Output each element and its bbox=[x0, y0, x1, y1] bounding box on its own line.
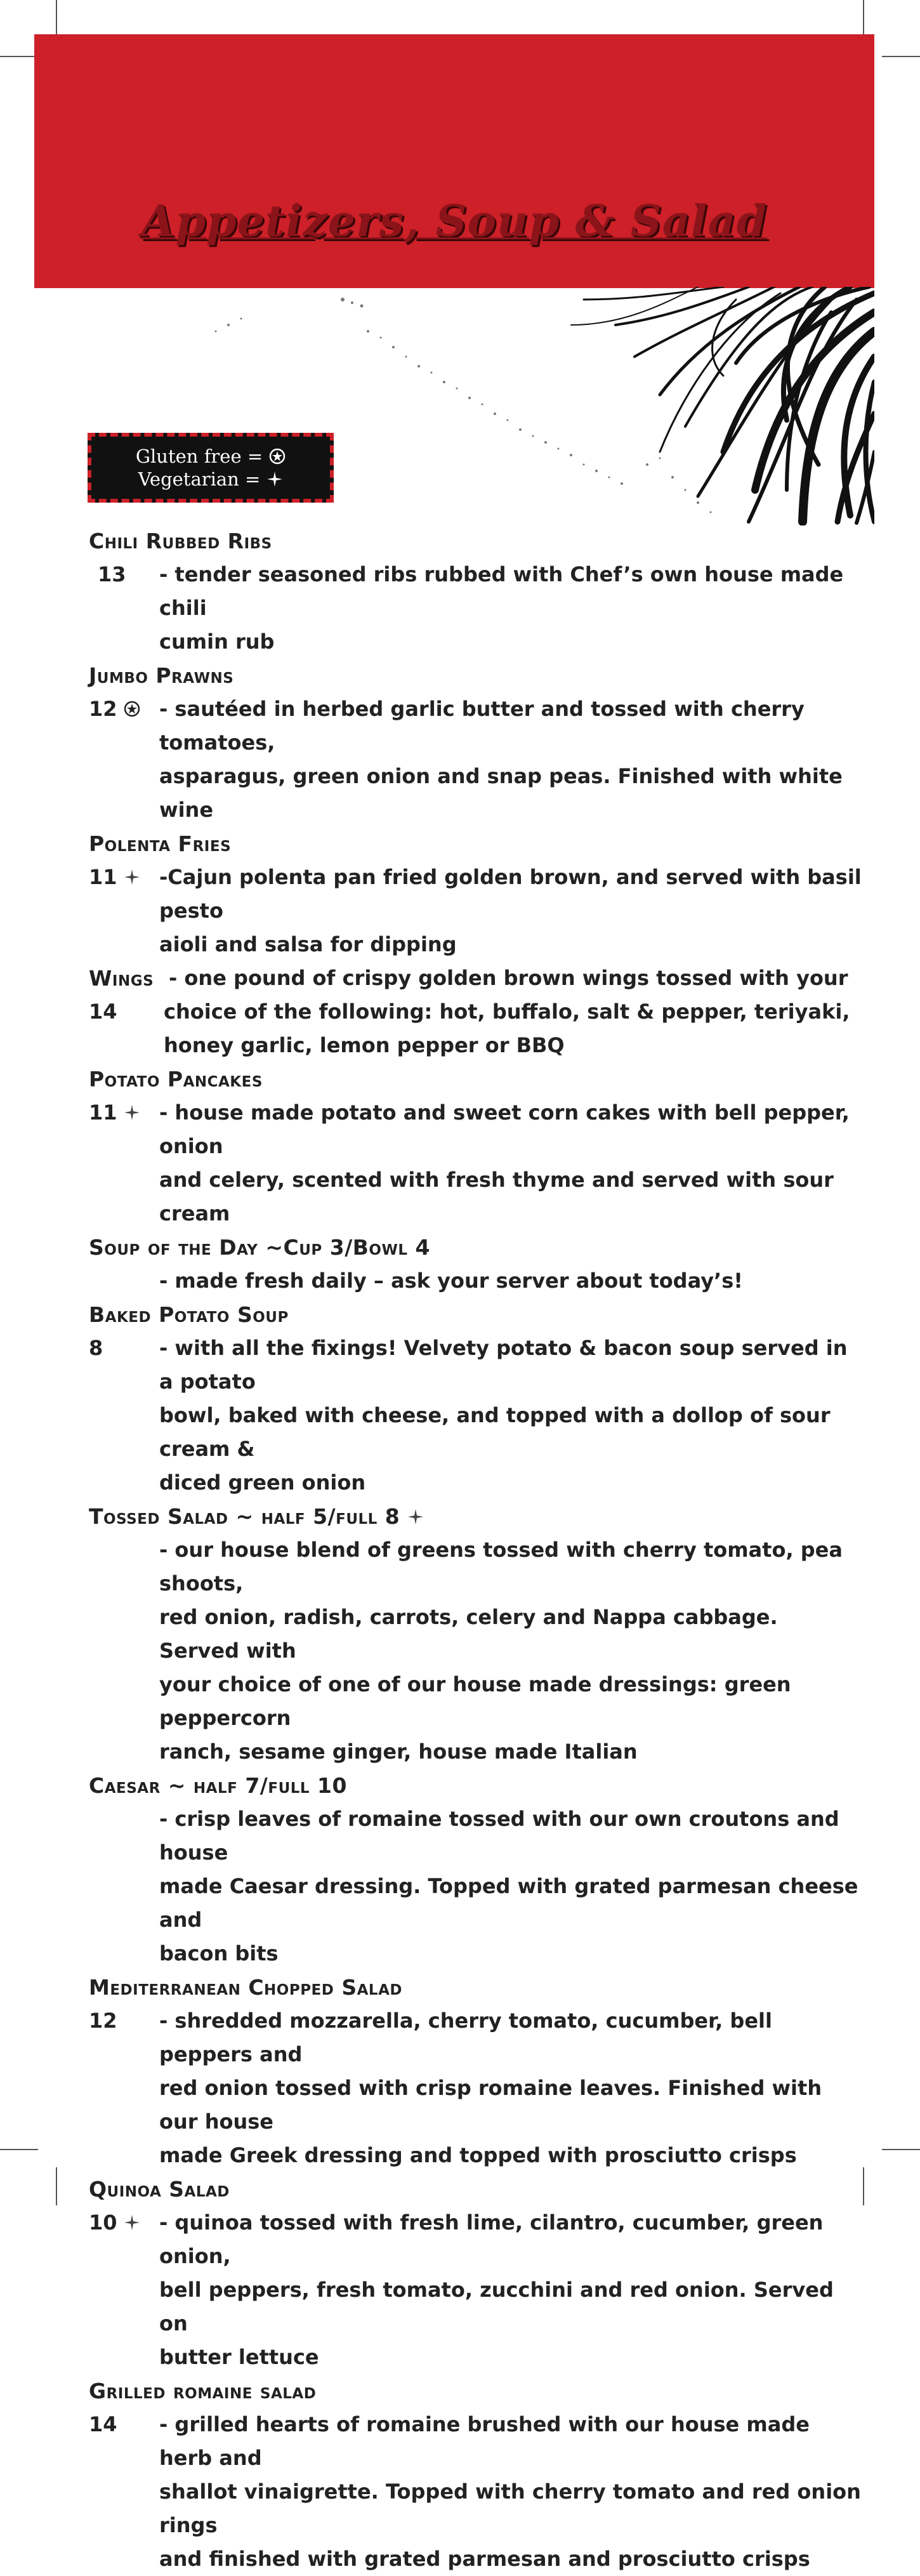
item-price: 10 bbox=[89, 2210, 117, 2235]
menu-item bbox=[89, 1971, 863, 2172]
crop-mark bbox=[56, 0, 57, 38]
description-line: aioli and salsa for dipping bbox=[159, 932, 457, 956]
description-line: your choice of one of our house made dressings: green peppercorn bbox=[159, 1672, 791, 1730]
gluten-free-icon bbox=[269, 448, 286, 465]
menu-item bbox=[89, 659, 863, 827]
item-price: 11 bbox=[89, 865, 117, 889]
description-line: - with all the fixings! Velvety potato & bacon soup served in a potato bbox=[159, 1336, 848, 1394]
title-banner bbox=[34, 34, 874, 288]
menu-item bbox=[89, 1298, 863, 1500]
item-price: 8 bbox=[89, 1336, 103, 1360]
item-description bbox=[159, 1533, 863, 1769]
item-description bbox=[159, 2206, 863, 2374]
description-line: red onion, radish, carrots, celery and Nappa cabbage. Served with bbox=[159, 1605, 778, 1663]
description-line: diced green onion bbox=[159, 1470, 366, 1495]
legend-vegetarian-label: Vegetarian = bbox=[138, 468, 261, 490]
crop-mark bbox=[882, 56, 920, 57]
vegetarian-icon bbox=[124, 1104, 140, 1121]
item-description bbox=[159, 692, 863, 827]
item-description bbox=[159, 2408, 863, 2576]
legend-row-gluten-free bbox=[136, 445, 286, 468]
description-line: ranch, sesame ginger, house made Italian bbox=[159, 1740, 638, 1764]
vegetarian-icon bbox=[124, 2214, 140, 2231]
crop-mark bbox=[0, 2149, 38, 2150]
menu-list bbox=[89, 524, 863, 2576]
description-line: - grilled hearts of romaine brushed with our house made herb and bbox=[159, 2412, 810, 2470]
page-title: Appetizers, Soup & Salad bbox=[141, 196, 768, 247]
legend-row-vegetarian bbox=[138, 468, 284, 491]
menu-item bbox=[89, 1500, 863, 1769]
item-description bbox=[159, 1331, 863, 1500]
description-line: - one pound of crispy golden brown wings tossed with your bbox=[169, 966, 848, 990]
menu-item bbox=[89, 2172, 863, 2374]
gluten-free-icon bbox=[124, 701, 140, 717]
vegetarian-icon bbox=[124, 869, 140, 885]
description-line: and celery, scented with fresh thyme and served with sour cream bbox=[159, 1168, 834, 1225]
item-price: 12 bbox=[89, 697, 117, 721]
item-name: Tossed Salad ~ half 5/full 8 bbox=[89, 1504, 400, 1529]
description-line: bacon bits bbox=[159, 1941, 279, 1965]
item-price: 14 bbox=[89, 2412, 117, 2436]
item-name: Chili Rubbed Ribs bbox=[89, 529, 272, 553]
menu-item bbox=[89, 961, 863, 1062]
description-line: choice of the following: hot, buffalo, salt & pepper, teriyaki, bbox=[164, 1000, 850, 1024]
description-line: - shredded mozzarella, cherry tomato, cucumber, bell peppers and bbox=[159, 2009, 772, 2066]
item-name: Grilled romaine salad bbox=[89, 2379, 317, 2403]
item-name: Caesar ~ half 7/full 10 bbox=[89, 1773, 347, 1798]
item-name: Mediterranean Chopped Salad bbox=[89, 1975, 402, 2000]
description-line: - made fresh daily – ask your server about today’s! bbox=[159, 1269, 743, 1293]
item-description bbox=[159, 1264, 863, 1298]
description-line: - our house blend of greens tossed with cherry tomato, pea shoots, bbox=[159, 1538, 843, 1595]
item-price: 13 bbox=[98, 562, 126, 586]
item-name: Baked Potato Soup bbox=[89, 1302, 289, 1327]
item-name: Polenta Fries bbox=[89, 831, 232, 856]
description-line: - house made potato and sweet corn cakes with bell pepper, onion bbox=[159, 1100, 850, 1158]
item-name: Jumbo Prawns bbox=[89, 663, 234, 688]
description-line: - tender seasoned ribs rubbed with Chef’s own house made chili bbox=[159, 562, 844, 620]
description-line: - quinoa tossed with fresh lime, cilantro, cucumber, green onion, bbox=[159, 2210, 824, 2268]
menu-item bbox=[89, 1062, 863, 1231]
item-price: 14 bbox=[89, 1000, 117, 1024]
menu-item bbox=[89, 524, 863, 659]
item-description bbox=[159, 2004, 863, 2172]
description-line: bowl, baked with cheese, and topped with a dollop of sour cream & bbox=[159, 1403, 831, 1461]
crop-mark bbox=[863, 0, 864, 38]
crop-mark bbox=[56, 2167, 57, 2205]
item-description bbox=[164, 995, 863, 1062]
menu-item bbox=[89, 1769, 863, 1971]
description-line: -Cajun polenta pan fried golden brown, and served with basil pesto bbox=[159, 865, 862, 923]
menu-item bbox=[89, 1231, 863, 1298]
menu-item bbox=[89, 827, 863, 961]
description-line: made Greek dressing and topped with prosciutto crisps bbox=[159, 2143, 797, 2167]
legend-gluten-free-label: Gluten free = bbox=[135, 446, 263, 467]
item-description bbox=[159, 1802, 863, 1971]
description-line: bell peppers, fresh tomato, zucchini and red onion. Served on bbox=[159, 2278, 834, 2335]
description-line: - sautéed in herbed garlic butter and tossed with cherry tomatoes, bbox=[159, 697, 805, 755]
vegetarian-icon bbox=[266, 471, 283, 487]
description-line: honey garlic, lemon pepper or BBQ bbox=[164, 1033, 565, 1057]
description-line: butter lettuce bbox=[159, 2345, 319, 2369]
item-name: Soup of the Day ~Cup 3/Bowl 4 bbox=[89, 1235, 430, 1260]
item-description bbox=[159, 861, 863, 961]
description-line: cumin rub bbox=[159, 630, 275, 654]
crop-mark bbox=[0, 56, 38, 57]
crop-mark bbox=[882, 2149, 920, 2150]
description-line: made Caesar dressing. Topped with grated parmesan cheese and bbox=[159, 1874, 858, 1932]
crop-mark bbox=[863, 2167, 864, 2205]
description-line: asparagus, green onion and snap peas. Finished with white wine bbox=[159, 764, 843, 822]
item-price: 12 bbox=[89, 2009, 117, 2033]
item-price: 11 bbox=[89, 1100, 117, 1125]
description-line: and finished with grated parmesan and prosciutto crisps bbox=[159, 2547, 810, 2571]
item-name: Potato Pancakes bbox=[89, 1067, 263, 1092]
description-line: - crisp leaves of romaine tossed with our own croutons and house bbox=[159, 1807, 839, 1865]
item-name: Wings bbox=[89, 966, 154, 991]
dietary-legend bbox=[88, 433, 334, 503]
description-line: red onion tossed with crisp romaine leaves. Finished with our house bbox=[159, 2076, 822, 2134]
item-description bbox=[159, 1096, 863, 1231]
description-line: shallot vinaigrette. Topped with cherry tomato and red onion rings bbox=[159, 2480, 861, 2537]
item-description bbox=[159, 558, 863, 659]
vegetarian-icon bbox=[407, 1509, 424, 1525]
item-name: Quinoa Salad bbox=[89, 2177, 230, 2202]
menu-item bbox=[89, 2374, 863, 2576]
